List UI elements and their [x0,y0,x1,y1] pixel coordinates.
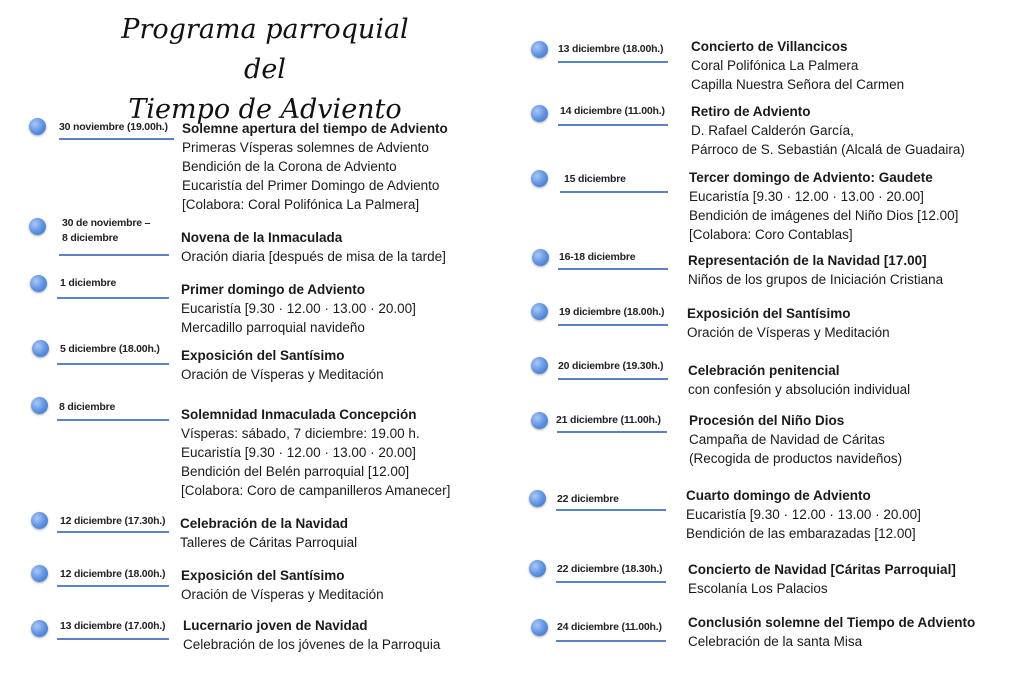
event-detail-line: Oración de Vísperas y Meditación [181,367,384,382]
event-detail-line: Eucaristía [9.30 · 12.00 · 13.00 · 20.00] [686,507,921,522]
event-date: 1 diciembre [60,277,117,289]
event-title: Lucernario joven de Navidad [183,618,368,633]
event-detail-line: Oración diaria [después de misa de la tarde] [181,249,446,264]
date-underline [558,378,668,380]
event-date: 22 diciembre [557,493,619,505]
event-detail-line: Escolanía Los Palacios [688,581,828,596]
event-title: Solemnidad Inmaculada Concepción [181,407,417,422]
bullet-dot-icon [531,41,548,58]
title-line-1: Programa parroquial del [121,14,409,85]
bullet-dot-icon [529,560,546,577]
event-date: 30 de noviembre – [62,217,151,229]
event-detail-line: Eucaristía del Primer Domingo de Adviento [182,178,440,193]
date-underline [558,324,668,326]
event-detail-line: Bendición del Belén parroquial [12.00] [181,464,410,479]
event-detail-line: Vísperas: sábado, 7 diciembre: 19.00 h. [181,426,420,441]
event-date: 20 diciembre (19.30h.) [558,360,664,372]
event-detail-line: Mercadillo parroquial navideño [181,320,365,335]
event-title: Celebración de la Navidad [180,516,349,531]
event-title: Celebración penitencial [688,363,840,378]
event-date: 15 diciembre [564,173,626,185]
event-title: Primer domingo de Adviento [181,282,366,297]
event-title: Retiro de Adviento [691,104,811,119]
event-title: Tercer domingo de Adviento: Gaudete [689,170,933,185]
event-date: 24 diciembre (11.00h.) [557,621,662,633]
date-underline [557,431,667,433]
event-title: Exposición del Santísimo [687,306,851,321]
date-underline [558,124,668,126]
event-detail-line: Eucaristía [9.30 · 12.00 · 13.00 · 20.00] [181,301,416,316]
event-date: 12 diciembre (17.30h.) [60,515,166,527]
event-title: Concierto de Navidad [Cáritas Parroquial] [688,562,956,577]
date-underline [556,581,666,583]
bullet-dot-icon [532,249,549,266]
event-title: Conclusión solemne del Tiempo de Adviento [688,615,976,630]
event-detail-line: [Colabora: Coral Polifónica La Palmera] [182,197,420,212]
event-title: Representación de la Navidad [17.00] [688,253,927,268]
event-detail-line: [Colabora: Coro de campanilleros Amanecer] [181,483,451,498]
event-detail-line: Talleres de Cáritas Parroquial [180,535,358,550]
event-detail-line: Párroco de S. Sebastián (Alcalá de Guadaira) [691,142,965,157]
event-detail-line: Celebración de los jóvenes de la Parroquia [183,637,441,652]
bullet-dot-icon [531,357,548,374]
bullet-dot-icon [531,619,548,636]
event-title: Novena de la Inmaculada [181,230,343,245]
event-detail-line: Campaña de Navidad de Cáritas [689,432,885,447]
bullet-dot-icon [531,303,548,320]
event-date: 13 diciembre (18.00h.) [558,43,664,55]
event-detail-line: Bendición de las embarazadas [12.00] [686,526,916,541]
bullet-dot-icon [531,412,548,429]
date-underline [558,268,668,270]
bullet-dot-icon [531,170,548,187]
event-date: 30 noviembre (19.00h.) [59,121,168,133]
event-detail-line: Eucaristía [9.30 · 12.00 · 13.00 · 20.00] [181,445,416,460]
event-date: 16-18 diciembre [559,251,636,263]
event-detail-line: (Recogida de productos navideños) [689,451,903,466]
event-date-end: 8 diciembre [62,232,119,244]
event-detail-line: [Colabora: Coro Contablas] [689,227,853,242]
title-line-2: Tiempo de Adviento [128,94,402,125]
date-underline [558,61,668,63]
event-title: Cuarto domingo de Adviento [686,488,871,503]
event-detail-line: Eucaristía [9.30 · 12.00 · 13.00 · 20.00] [689,189,924,204]
event-date: 19 diciembre (18.00h.) [559,306,665,318]
event-detail-line: Oración de Vísperas y Meditación [181,587,384,602]
event-detail-line: Bendición de la Corona de Adviento [182,159,397,174]
event-detail-line: Oración de Vísperas y Meditación [687,325,890,340]
event-detail-line: Celebración de la santa Misa [688,634,863,649]
event-detail-line: D. Rafael Calderón García, [691,123,854,138]
event-date: 13 diciembre (17.00h.) [60,620,166,632]
event-date: 8 diciembre [59,401,116,413]
event-date: 5 diciembre (18.00h.) [60,343,160,355]
event-date: 22 diciembre (18.30h.) [557,563,663,575]
event-title: Concierto de Villancicos [691,39,848,54]
event-detail-line: Primeras Vísperas solemnes de Adviento [182,140,429,155]
event-date: 21 diciembre (11.00h.) [556,414,661,426]
date-underline [556,509,666,511]
event-detail-line: Niños de los grupos de Iniciación Cristiana [688,272,944,287]
event-title: Solemne apertura del tiempo de Adviento [182,121,448,136]
event-detail-line: Bendición de imágenes del Niño Dios [12.00] [689,208,959,223]
event-title: Exposición del Santísimo [181,348,345,363]
date-underline [560,191,668,193]
bullet-dot-icon [531,105,548,122]
date-underline [556,640,666,642]
event-detail-line: con confesión y absolución individual [688,382,911,397]
event-title: Procesión del Niño Dios [689,413,845,428]
event-date: 12 diciembre (18.00h.) [60,568,166,580]
bullet-dot-icon [529,490,546,507]
event-title: Exposición del Santísimo [181,568,345,583]
event-detail-line: Capilla Nuestra Señora del Carmen [691,77,905,92]
event-detail-line: Coral Polifónica La Palmera [691,58,859,73]
event-date: 14 diciembre (11.00h.) [560,105,665,117]
